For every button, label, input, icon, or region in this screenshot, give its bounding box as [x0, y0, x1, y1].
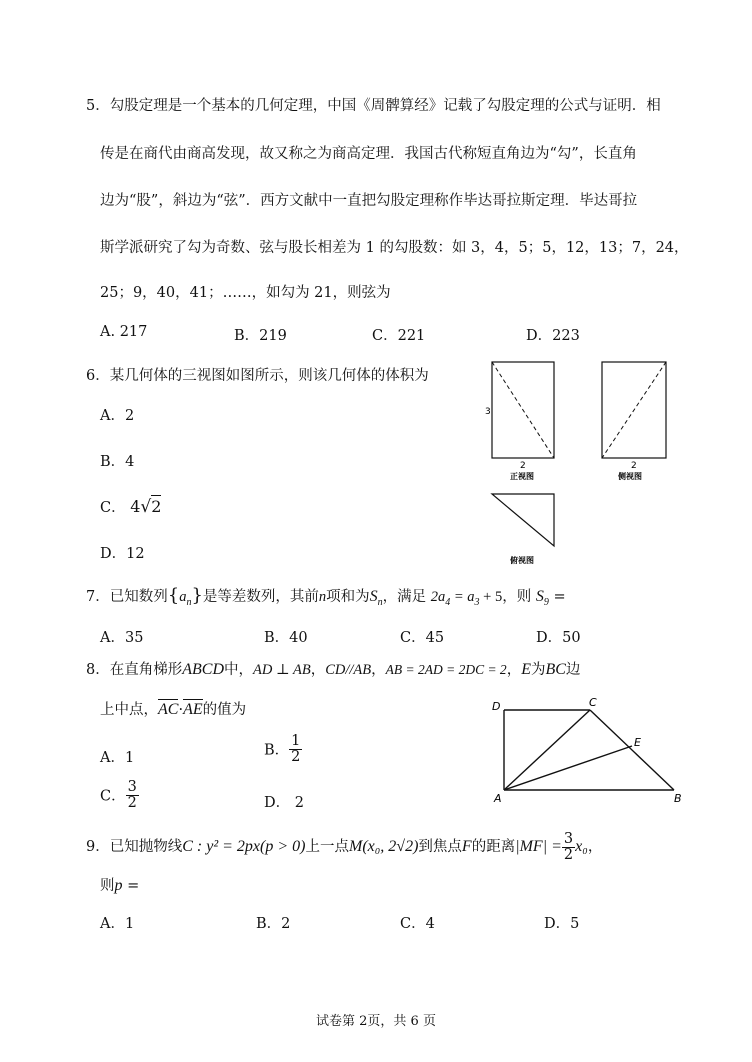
edge-cb [590, 710, 674, 790]
q7-stem [86, 586, 566, 613]
q9-fraction [562, 832, 575, 862]
q7-s9-symbol: S [535, 588, 544, 605]
q7-equals: = [548, 589, 566, 605]
q5-line-1: 5．勾股定理是一个基本的几何定理，中国《周髀算经》记载了勾股定理的公式与证明．相 [86, 98, 661, 114]
q7-stem-d: ，满足 [382, 589, 427, 605]
q8-stem1-b: 中， [224, 662, 254, 678]
q8-dot: · [178, 702, 184, 718]
q8-line-2 [100, 700, 246, 720]
fraction-denominator: 2 [291, 748, 301, 765]
q7-cond-b: = a [450, 589, 475, 605]
q8-stem1-d: 边 [565, 662, 581, 678]
q8-option-a: A．1 [100, 750, 135, 766]
q9-option-b: B．2 [256, 916, 291, 932]
q8-bc: BC [545, 661, 566, 678]
q8-vector-ac: AC [158, 701, 179, 718]
q8-option-c [100, 780, 139, 810]
q6-stem: 6．某几何体的三视图如图所示，则该几何体的体积为 [86, 368, 429, 384]
q6-option-c [100, 496, 161, 517]
front-view-hidden-edge [492, 362, 554, 458]
q5-option-d: D．223 [526, 328, 580, 344]
q9-stem-a: 9．已知抛物线 [86, 839, 183, 855]
q8-abcd: ABCD [182, 661, 225, 678]
q7-option-a: A．35 [100, 630, 144, 646]
q9-option-d: D．5 [544, 916, 580, 932]
q6-option-a: A．2 [100, 408, 135, 424]
q9-line-1 [86, 832, 602, 862]
q5-line-4: 斯学派研究了勾为奇数、弦与股长相差为 1 的勾股数：如 3，4，5；5，12，13；7，24， [100, 240, 689, 256]
q7-stem-a: 7．已知数列 [86, 589, 168, 605]
q6-option-c-coef: 4 [130, 497, 141, 516]
q7-option-b: B．40 [264, 630, 308, 646]
q6-option-c-radicand: 2 [151, 497, 162, 516]
q7-stem-b: 是等差数列，其前 [202, 589, 319, 605]
q8-cond-lengths: AB = 2AD = 2DC = 2 [385, 662, 507, 677]
q8-sep2: ， [371, 662, 386, 678]
three-view-figure [480, 356, 680, 568]
page-footer: 试卷第 2页，共 6 页 [316, 1014, 436, 1029]
q8-cond-parallel: CD//AB [325, 662, 372, 678]
fraction-numerator: 3 [563, 831, 574, 847]
trapezoid-figure [486, 694, 696, 810]
label-a: A [494, 792, 502, 805]
q8-option-b-label: B． [264, 742, 290, 759]
label-c: C [589, 696, 597, 709]
q7-cond-b-sub: 3 [474, 596, 480, 608]
fraction-numerator: 3 [127, 779, 137, 795]
q7-s9-sub: 9 [543, 596, 549, 608]
q5-line-3: 边为“股”，斜边为“弦”．西方文献中一直把勾股定理称作毕达哥拉斯定理．毕达哥拉 [100, 193, 638, 209]
front-view-width-label: 2 [520, 461, 526, 471]
top-view-caption: 俯视图 [510, 556, 534, 565]
q7-sum-sub: n [377, 596, 383, 608]
side-view-width-label: 2 [631, 461, 637, 471]
q8-cond-perp: AD ⊥ AB [253, 662, 311, 678]
q6-option-b: B．4 [100, 454, 135, 470]
q9-p: p [114, 877, 123, 894]
q8-vector-ae: AE [183, 701, 203, 718]
q8-option-c-label: C． [100, 788, 126, 805]
q8-line-1 [86, 660, 580, 680]
segment-ac [504, 710, 590, 790]
q7-stem-c: 项和为 [326, 589, 370, 605]
q9-distance: |MF| = [515, 838, 562, 855]
q8-sep1: ， [310, 662, 326, 678]
q5-line-5: 25；9，40，41；……，如勾为 21，则弦为 [100, 285, 391, 301]
q9-line2-text: 则 [100, 878, 115, 894]
q7-option-c: C．45 [400, 630, 445, 646]
fraction-denominator: 2 [563, 846, 574, 863]
q5-line-2: 传是在商代由商高发现，故又称之为商高定理．我国古代称短直角边为“勾”，长直角 [100, 146, 637, 162]
side-view-hidden-edge [602, 362, 666, 458]
right-brace: } [191, 585, 203, 606]
q5-option-b: B．219 [234, 328, 287, 344]
q9-stem-c: 到焦点 [418, 839, 462, 855]
q7-cond-a: 2a [430, 589, 446, 605]
label-e: E [634, 736, 641, 749]
q5-option-a: A. 217 [100, 324, 148, 340]
q5-option-c: C．221 [372, 328, 426, 344]
q9-line-2 [100, 876, 139, 896]
front-view-height-label: 3 [485, 407, 491, 417]
sqrt-icon: √ [140, 497, 152, 517]
label-b: B [674, 792, 682, 805]
q7-seq-name: a [179, 589, 187, 605]
q7-condition [430, 589, 503, 608]
q9-tail: ， [587, 839, 603, 855]
q9-point-m: M [348, 838, 363, 855]
q8-stem2-a: 上中点， [100, 702, 158, 718]
q9-point-coords: (x₀, 2√2) [362, 838, 419, 855]
fraction-denominator: 2 [127, 794, 137, 811]
q9-parabola: C : y² = 2px(p > 0) [182, 838, 306, 855]
q7-n: n [318, 589, 327, 605]
q8-stem2-b: 的值为 [202, 702, 247, 718]
q9-stem-b: 上一点 [305, 839, 349, 855]
q9-option-a: A．1 [100, 916, 135, 932]
label-d: D [492, 700, 501, 713]
left-brace: { [167, 585, 180, 606]
q8-stem1-a: 8．在直角梯形 [86, 662, 183, 678]
segment-ae [504, 746, 632, 790]
side-view-caption: 侧视图 [618, 472, 642, 481]
q7-seq-sub: n [186, 596, 192, 608]
top-view-triangle [492, 494, 554, 546]
q7-sum-symbol: S [369, 588, 378, 605]
q8-stem1-c: 为 [530, 662, 546, 678]
q8-option-c-fraction [126, 780, 139, 810]
q7-stem-e: ，则 [502, 589, 532, 605]
front-view-caption: 正视图 [510, 472, 534, 481]
q9-option-c: C．4 [400, 916, 435, 932]
fraction-numerator: 1 [291, 733, 301, 749]
q9-stem-d: 的距离 [471, 839, 516, 855]
q8-sep3: ， [506, 662, 522, 678]
q9-x0: x₀ [575, 838, 588, 855]
q9-focus: F [461, 838, 472, 855]
q7-cond-c: + 5 [479, 589, 503, 605]
q8-option-d: D． 2 [264, 795, 304, 811]
q9-p-equals: = [122, 878, 140, 894]
q6-option-c-label: C． [100, 500, 126, 516]
q6-option-d: D．12 [100, 546, 145, 562]
q8-point-e: E [521, 661, 531, 678]
q8-option-b-fraction [289, 734, 302, 764]
q7-option-d: D．50 [536, 630, 581, 646]
q8-option-b [264, 734, 302, 764]
q7-cond-a-sub: 4 [445, 596, 451, 608]
